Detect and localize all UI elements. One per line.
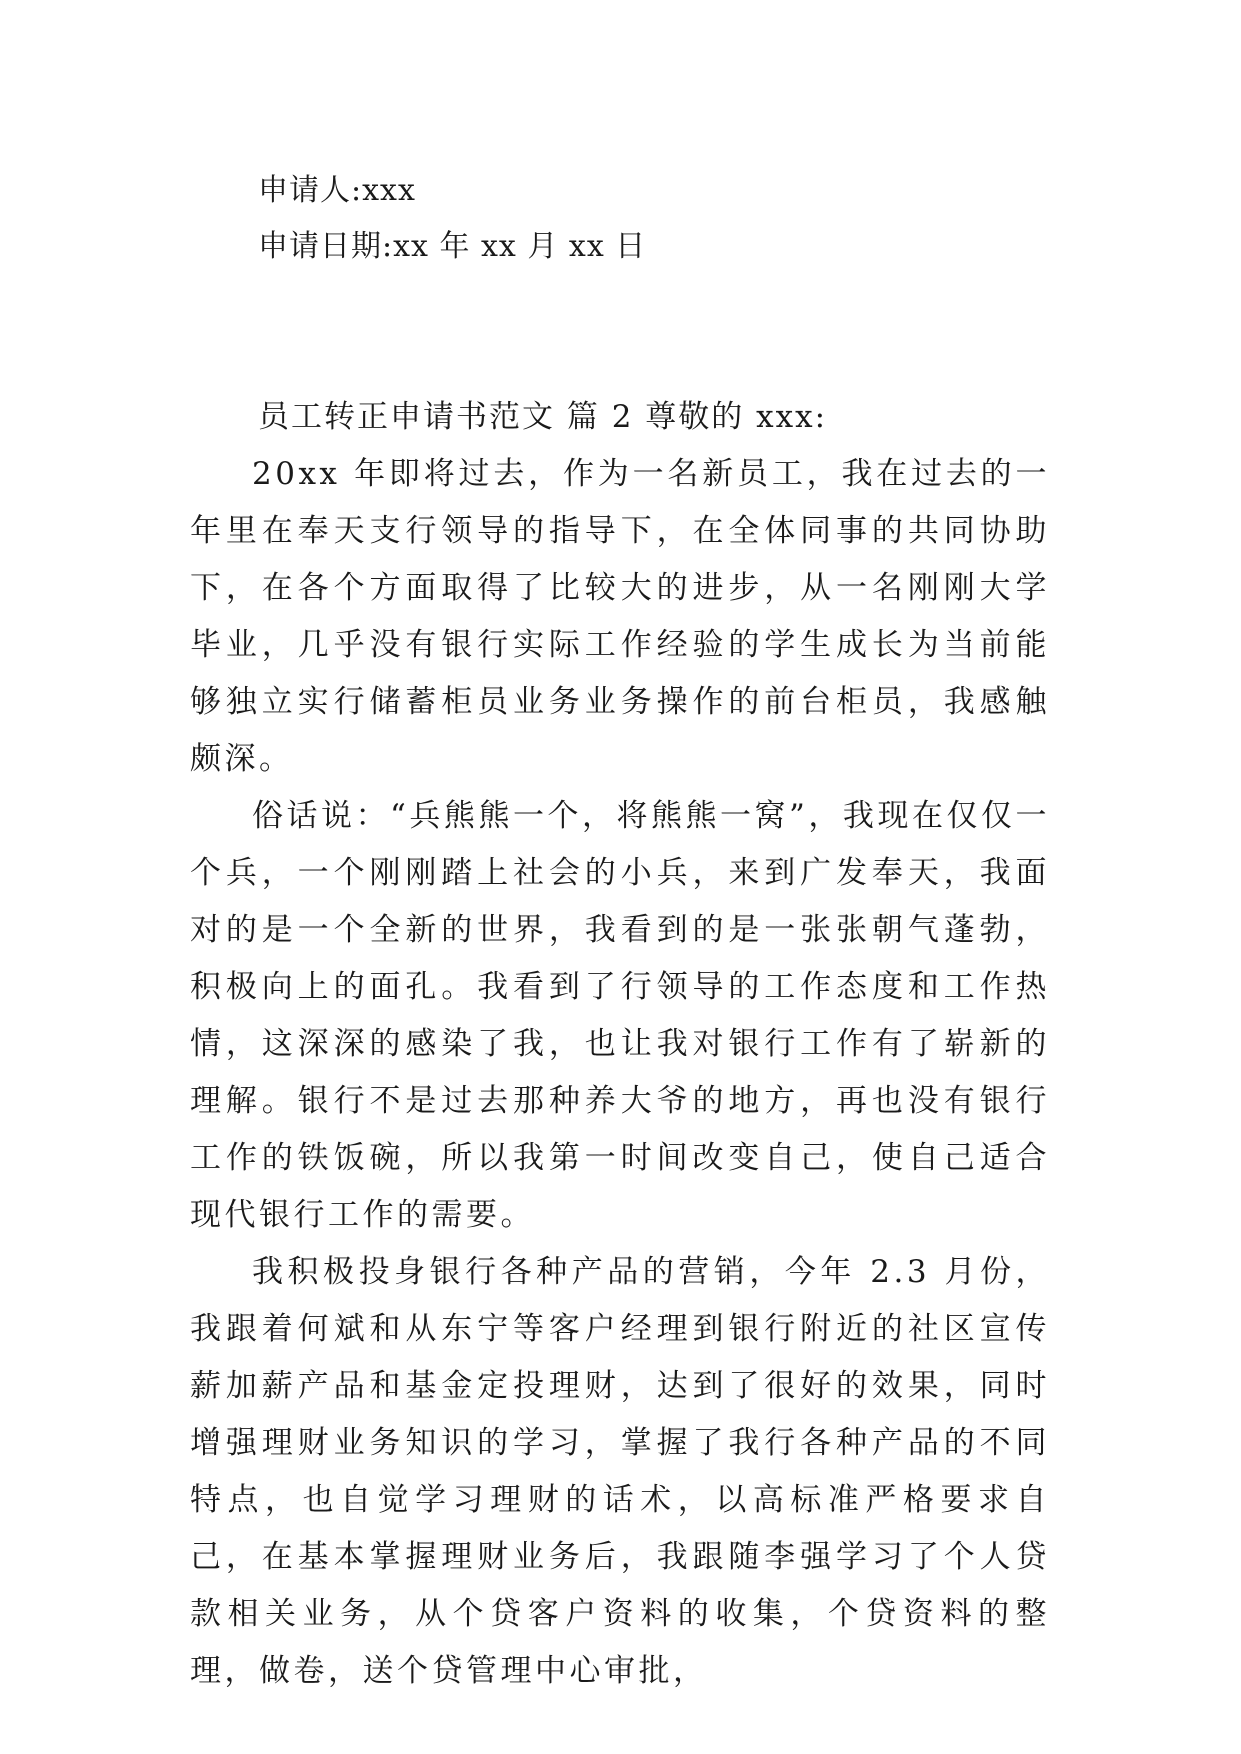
- paragraph: 20xx 年即将过去，作为一名新员工，我在过去的一年里在奉天支行领导的指导下，在全体同事的共同协助下，在各个方面取得了比较大的进步，从一名刚刚大学毕业，几乎没有银行实际工作经验的学生成长为当前能够独立实行储蓄柜员业务业务操作的前台柜员，我感触颇深。: [190, 456, 1050, 777]
- paragraph: 俗话说：“兵熊熊一个，将熊熊一窝”，我现在仅仅一个兵，一个刚刚踏上社会的小兵，来到广发奉天，我面对的是一个全新的世界，我看到的是一张张朝气蓬勃，积极向上的面孔。我看到了行领导的工作态度和工作热情，这深深的感染了我，也让我对银行工作有了崭新的理解。银行不是过去那种养大爷的地方，再也没有银行工作的铁饭碗，所以我第一时间改变自己，使自己适合现代银行工作的需要。: [190, 798, 1050, 1233]
- letter-body: [190, 389, 1050, 1700]
- applicant-line: 申请人:xxx: [258, 173, 416, 208]
- application-date-line: 申请日期:xx 年 xx 月 xx 日: [258, 229, 647, 264]
- signature-block: [258, 163, 1058, 275]
- section-title: 员工转正申请书范文 篇 2 尊敬的 xxx:: [258, 399, 828, 435]
- paragraph: 我积极投身银行各种产品的营销，今年 2.3 月份，我跟着何斌和从东宁等客户经理到银行附近的社区宣传薪加薪产品和基金定投理财，达到了很好的效果，同时增强理财业务知识的学习，掌握了我行各种产品的不同特点，也自觉学习理财的话术，以高标准严格要求自己，在基本掌握理财业务后，我跟随李强学习了个人贷款相关业务，从个贷客户资料的收集，个贷资料的整理，做卷，送个贷管理中心审批，: [190, 1254, 1050, 1689]
